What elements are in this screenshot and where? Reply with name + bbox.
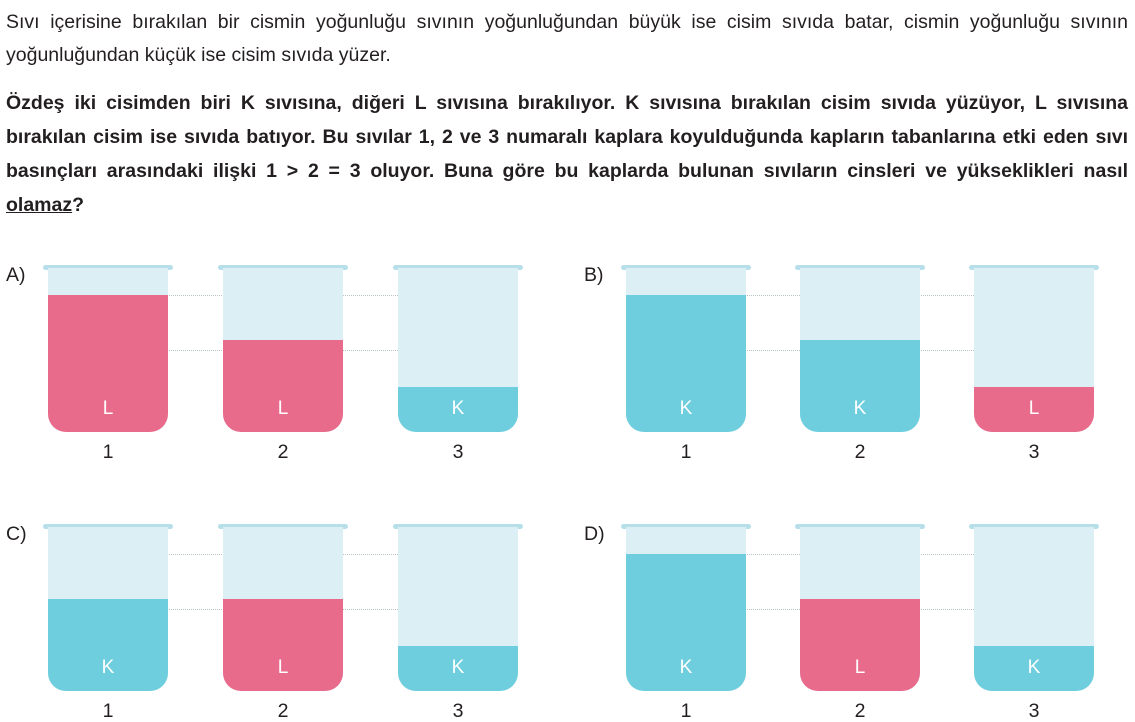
- container-2: [800, 268, 920, 432]
- question-text: [6, 86, 1128, 222]
- container-2: [223, 527, 343, 691]
- container-number: 2: [277, 441, 289, 463]
- container-number: 1: [102, 441, 114, 463]
- liquid-label: K: [451, 657, 465, 678]
- question-body: Özdeş iki cisimden biri K sıvısına, diğeri L sıvısına bırakılıyor. K sıvısına bırakılan cisim sıvıda yüzüyor, L sıvısına bırakılan cisim ise sıvıda batıyor. Bu sıvılar 1, 2 ve 3 numaralı kaplara koyulduğunda kapların tabanlarına etki eden sıvı basınçları arasındaki ilişki 1 > 2 = 3 oluyor. Buna göre bu kaplarda bulunan sıvıların cinsleri ve yükseklikleri nasıl: [6, 92, 1128, 182]
- option-label: A): [6, 264, 26, 286]
- liquid-L: [974, 387, 1094, 432]
- container-number: 1: [680, 700, 692, 722]
- liquid-K: [398, 387, 518, 432]
- liquid-label: L: [277, 398, 289, 419]
- container-number: 3: [1028, 441, 1040, 463]
- container-3: [974, 268, 1094, 432]
- liquid-label: K: [1027, 657, 1041, 678]
- liquid-K: [626, 554, 746, 691]
- liquid-L: [223, 340, 343, 432]
- container-3: [974, 527, 1094, 691]
- liquid-label: L: [1028, 398, 1040, 419]
- option-label: B): [584, 264, 604, 286]
- liquid-label: L: [277, 657, 289, 678]
- container-number: 3: [1028, 700, 1040, 722]
- liquid-label: L: [102, 398, 114, 419]
- liquid-K: [974, 646, 1094, 691]
- liquid-label: K: [679, 398, 693, 419]
- liquid-L: [48, 295, 168, 432]
- container-1: [626, 527, 746, 691]
- container-number: 2: [854, 700, 866, 722]
- liquid-L: [800, 599, 920, 691]
- option-label: C): [6, 523, 27, 545]
- liquid-label: L: [854, 657, 866, 678]
- liquid-label: K: [451, 398, 465, 419]
- liquid-K: [398, 646, 518, 691]
- container-number: 2: [854, 441, 866, 463]
- container-number: 1: [680, 441, 692, 463]
- container-number: 3: [452, 700, 464, 722]
- liquid-label: K: [853, 398, 867, 419]
- container-number: 1: [102, 700, 114, 722]
- liquid-K: [48, 599, 168, 691]
- container-2: [800, 527, 920, 691]
- liquid-label: K: [101, 657, 115, 678]
- container-3: [398, 527, 518, 691]
- container-1: [626, 268, 746, 432]
- container-1: [48, 527, 168, 691]
- liquid-L: [223, 599, 343, 691]
- question-underlined-word: olamaz: [6, 194, 73, 216]
- intro-text: Sıvı içerisine bırakılan bir cismin yoğunluğu sıvının yoğunluğundan büyük ise cisim sıvıda batar, cismin yoğunluğu sıvının yoğunluğundan küçük ise cisim sıvıda yüzer.: [6, 11, 1128, 66]
- option-label: D): [584, 523, 605, 545]
- container-1: [48, 268, 168, 432]
- container-2: [223, 268, 343, 432]
- container-number: 3: [452, 441, 464, 463]
- container-number: 2: [277, 700, 289, 722]
- container-3: [398, 268, 518, 432]
- liquid-label: K: [679, 657, 693, 678]
- question-mark: ?: [72, 194, 85, 216]
- liquid-K: [626, 295, 746, 432]
- liquid-K: [800, 340, 920, 432]
